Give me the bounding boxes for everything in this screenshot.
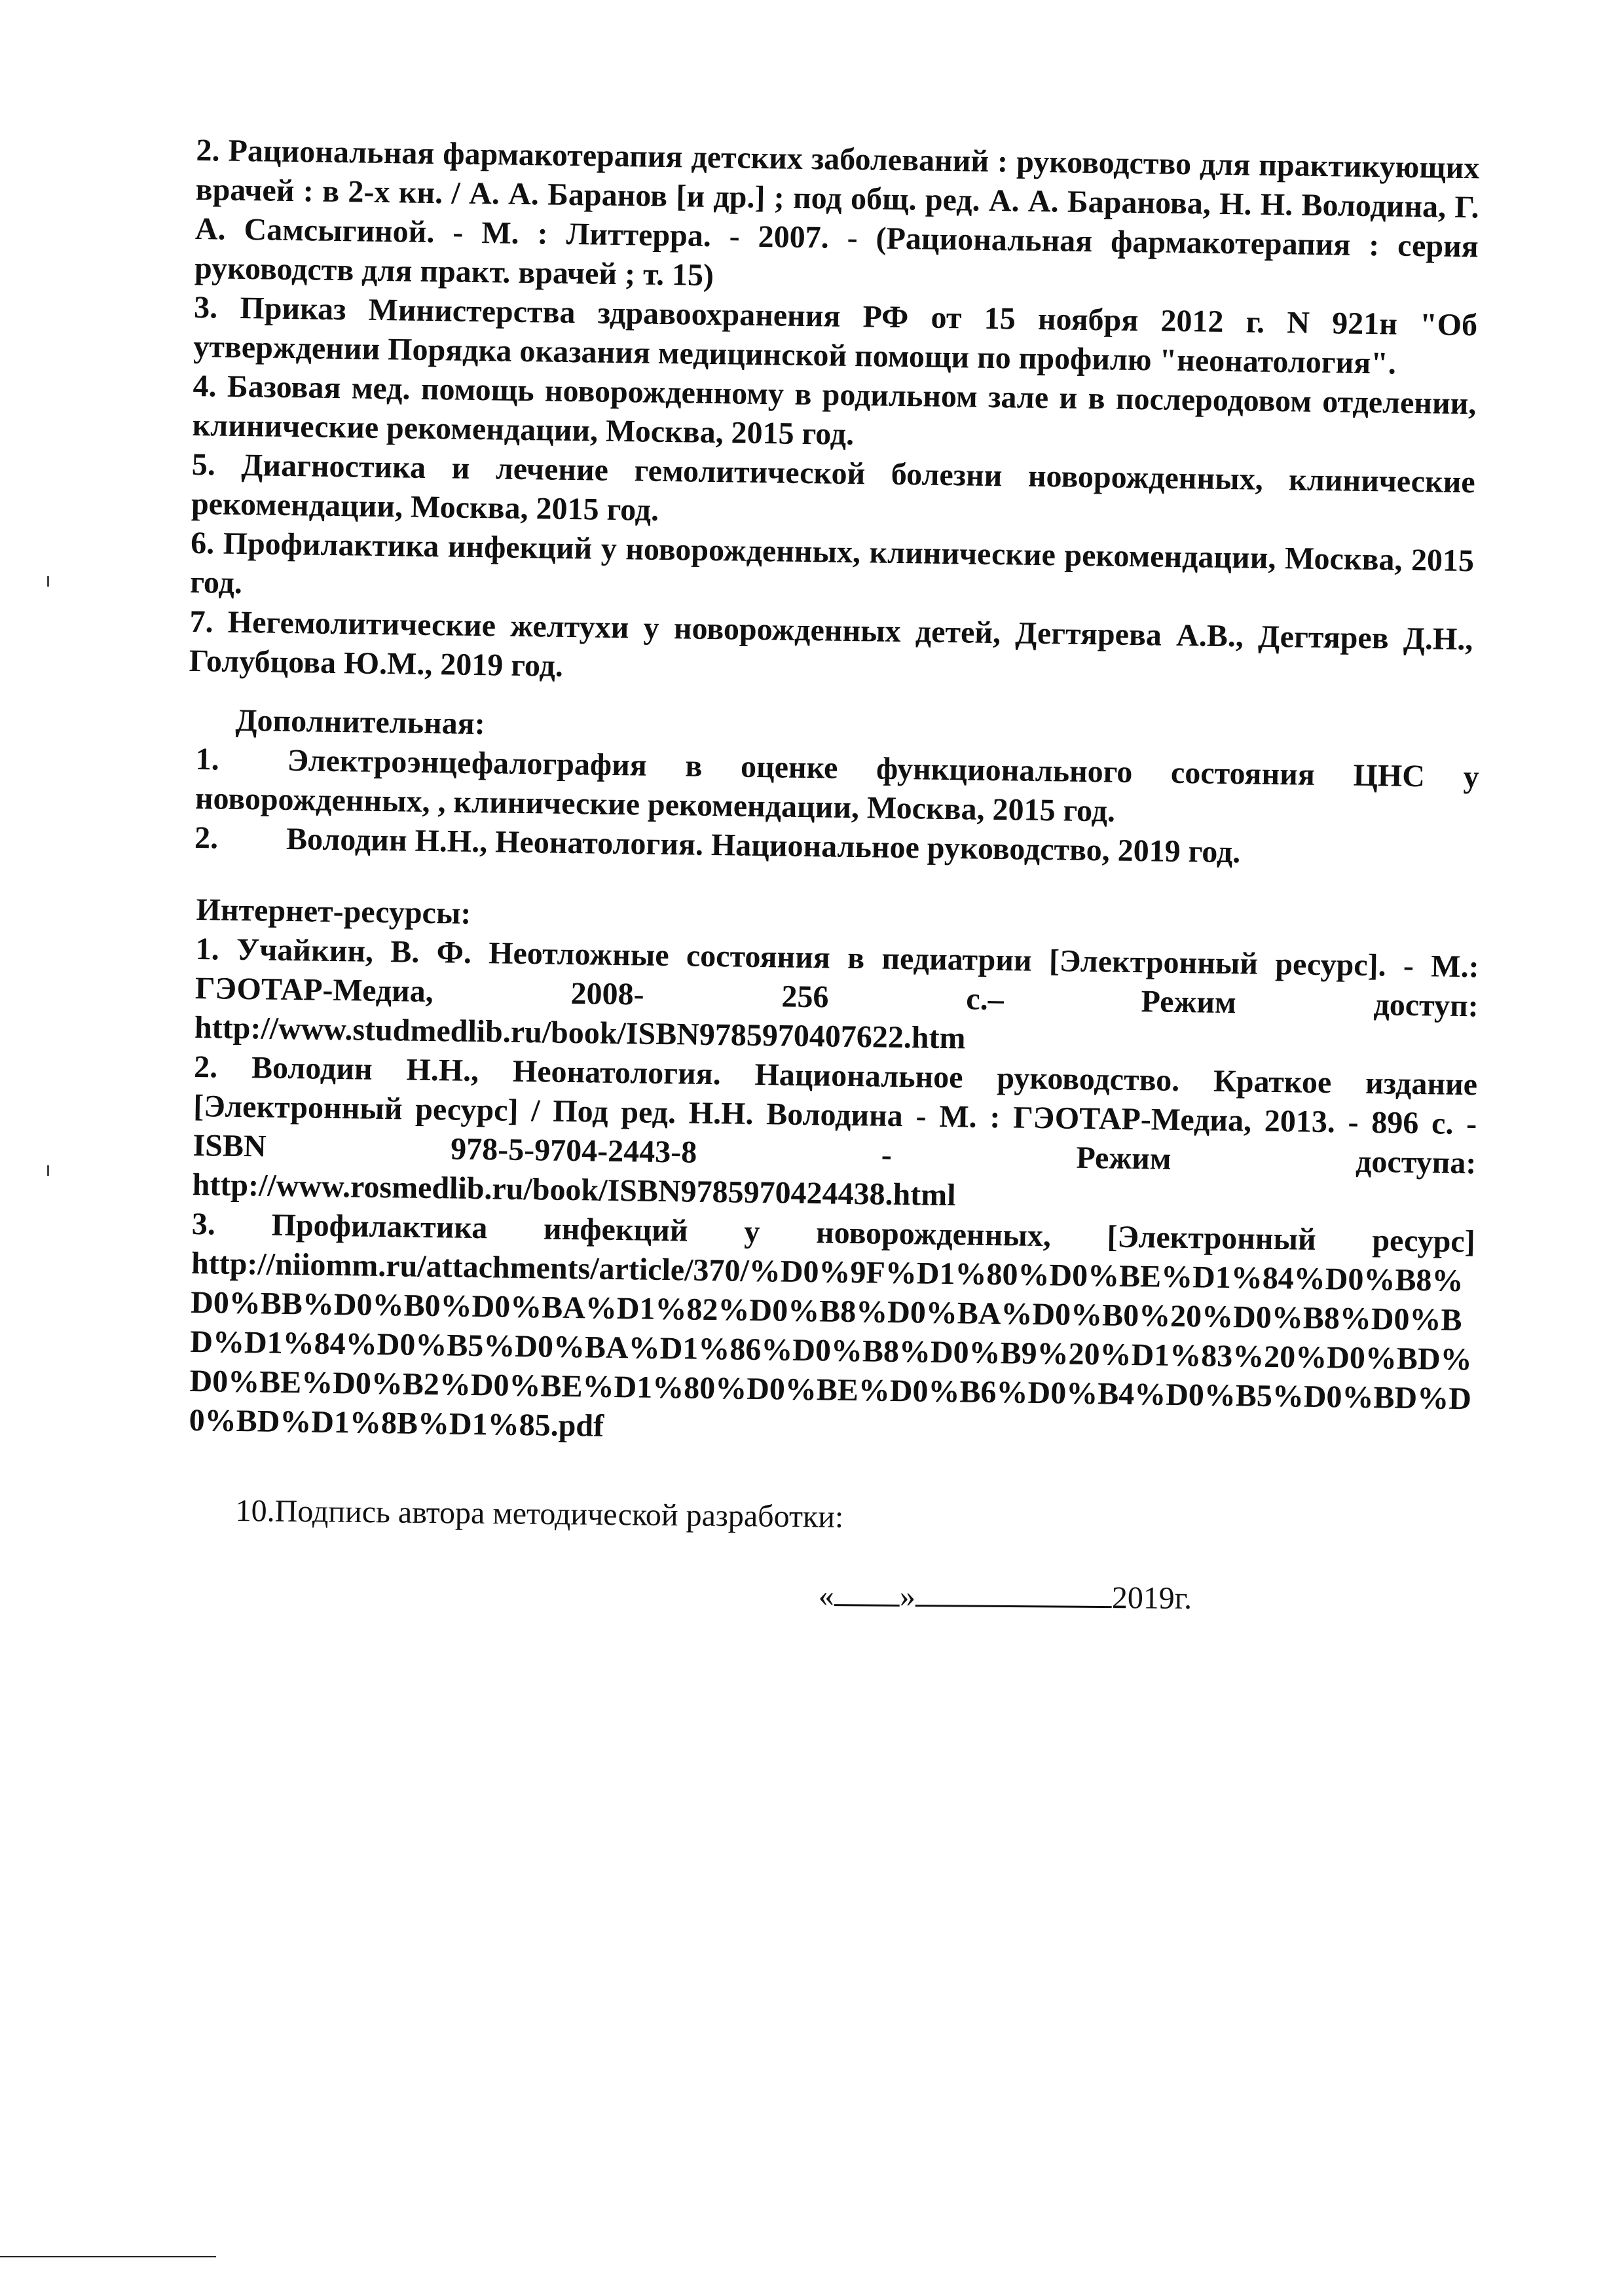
item-number: 1. <box>195 741 220 777</box>
reference-item: 5. Диагностика и лечение гемолитической болезни новорожденных, клинические рекомендации, Москва, 2015 год. <box>191 446 1476 528</box>
day-blank <box>834 1578 900 1607</box>
margin-mark <box>47 576 49 587</box>
signature-label: 10.Подпись автора методической разработки: <box>235 1493 844 1535</box>
signature-date-line <box>819 1578 1192 1616</box>
item-number: 2. <box>194 820 219 856</box>
reference-item: 4. Базовая мед. помощь новорожденному в родильном зале и в послеродовом отделении, клинические рекомендации, Москва, 2015 год. <box>192 368 1477 452</box>
reference-item: 6. Профилактика инфекций у новорожденных, клинические рекомендации, Москва, 2015 год. <box>190 525 1475 601</box>
reference-item: 3. Профилактика инфекций у новорожденных, [Электронный ресурс] http://niiomm.ru/attachments/article/370/%D0%9F%D1%80%D0%BE%D1%84%D0%B8%D0%BB%D0%B0%D0%BA%D1%82%D0%B8%D0%BA%D0%B0%20%D0%B8%D0%BD%D1%84%D0%B5%D0%BA%D1%86%D0%B8%D0%B9%20%D1%83%20%D0%BD%D0%BE%D0%B2%D0%BE%D1%80%D0%BE%D0%B6%D0%B4%D0%B5%D0%BD%D0%BD%D1%8B%D1%85.pdf <box>189 1206 1476 1444</box>
internet-resources-section <box>189 890 1480 1458</box>
section-heading-internet: Интернет-ресурсы: <box>196 892 471 931</box>
margin-mark <box>47 1165 49 1176</box>
main-references-list <box>189 131 1480 699</box>
additional-references-section <box>194 701 1480 875</box>
item-text: Электроэнцефалография в оценке функционального состояния ЦНС у новорожденных, , клинические рекомендации, Москва, 2015 год. <box>194 742 1479 829</box>
section-heading-additional: Дополнительная: <box>235 702 486 742</box>
reference-item: 1. Учайкин, В. Ф. Неотложные состояния в педиатрии [Электронный ресурс]. - М.: ГЭОТАР-Медиа, 2008- 256 с.– Режим доступ: http://www.studmedlib.ru/book/ISBN9785970407622.htm <box>194 931 1479 1056</box>
quote-close: » <box>899 1578 915 1614</box>
month-blank <box>915 1578 1112 1608</box>
reference-item: 7. Негемолитические желтухи у новорожденных детей, Дегтярева А.В., Дегтярев Д.Н., Голубцова Ю.М., 2019 год. <box>189 604 1473 683</box>
reference-item: 2. Рациональная фармакотерапия детских заболеваний : руководство для практикующих врачей : в 2-х кн. / А. А. Баранов [и др.] ; под общ. ред. А. А. Баранова, Н. Н. Володина, Г. А. Самсыгиной. - М. : Литтерра. - 2007. - (Рациональная фармакотерапия : серия руководств для практ. врачей ; т. 15) <box>194 132 1480 293</box>
item-text: Володин Н.Н., Неонатология. Национальное руководство, 2019 год. <box>286 821 1241 870</box>
signature-year: 2019г. <box>1111 1580 1192 1616</box>
footer-rule <box>0 2256 216 2257</box>
reference-item: 2. Володин Н.Н., Неонатология. Национальное руководство. Краткое издание [Электронный ресурс] / Под ред. Н.Н. Володина - М. : ГЭОТАР-Медиа, 2013. - 896 с. - ISBN 978-5-9704-2443-8 - Режим доступа: http://www.rosmedlib.ru/book/ISBN9785970424438.html <box>192 1049 1478 1213</box>
quote-open: « <box>818 1578 834 1614</box>
reference-item: 3. Приказ Министерства здравоохранения РФ от 15 ноября 2012 г. N 921н "Об утверждении Порядка оказания медицинской помощи по профилю "неонатология". <box>193 289 1478 381</box>
